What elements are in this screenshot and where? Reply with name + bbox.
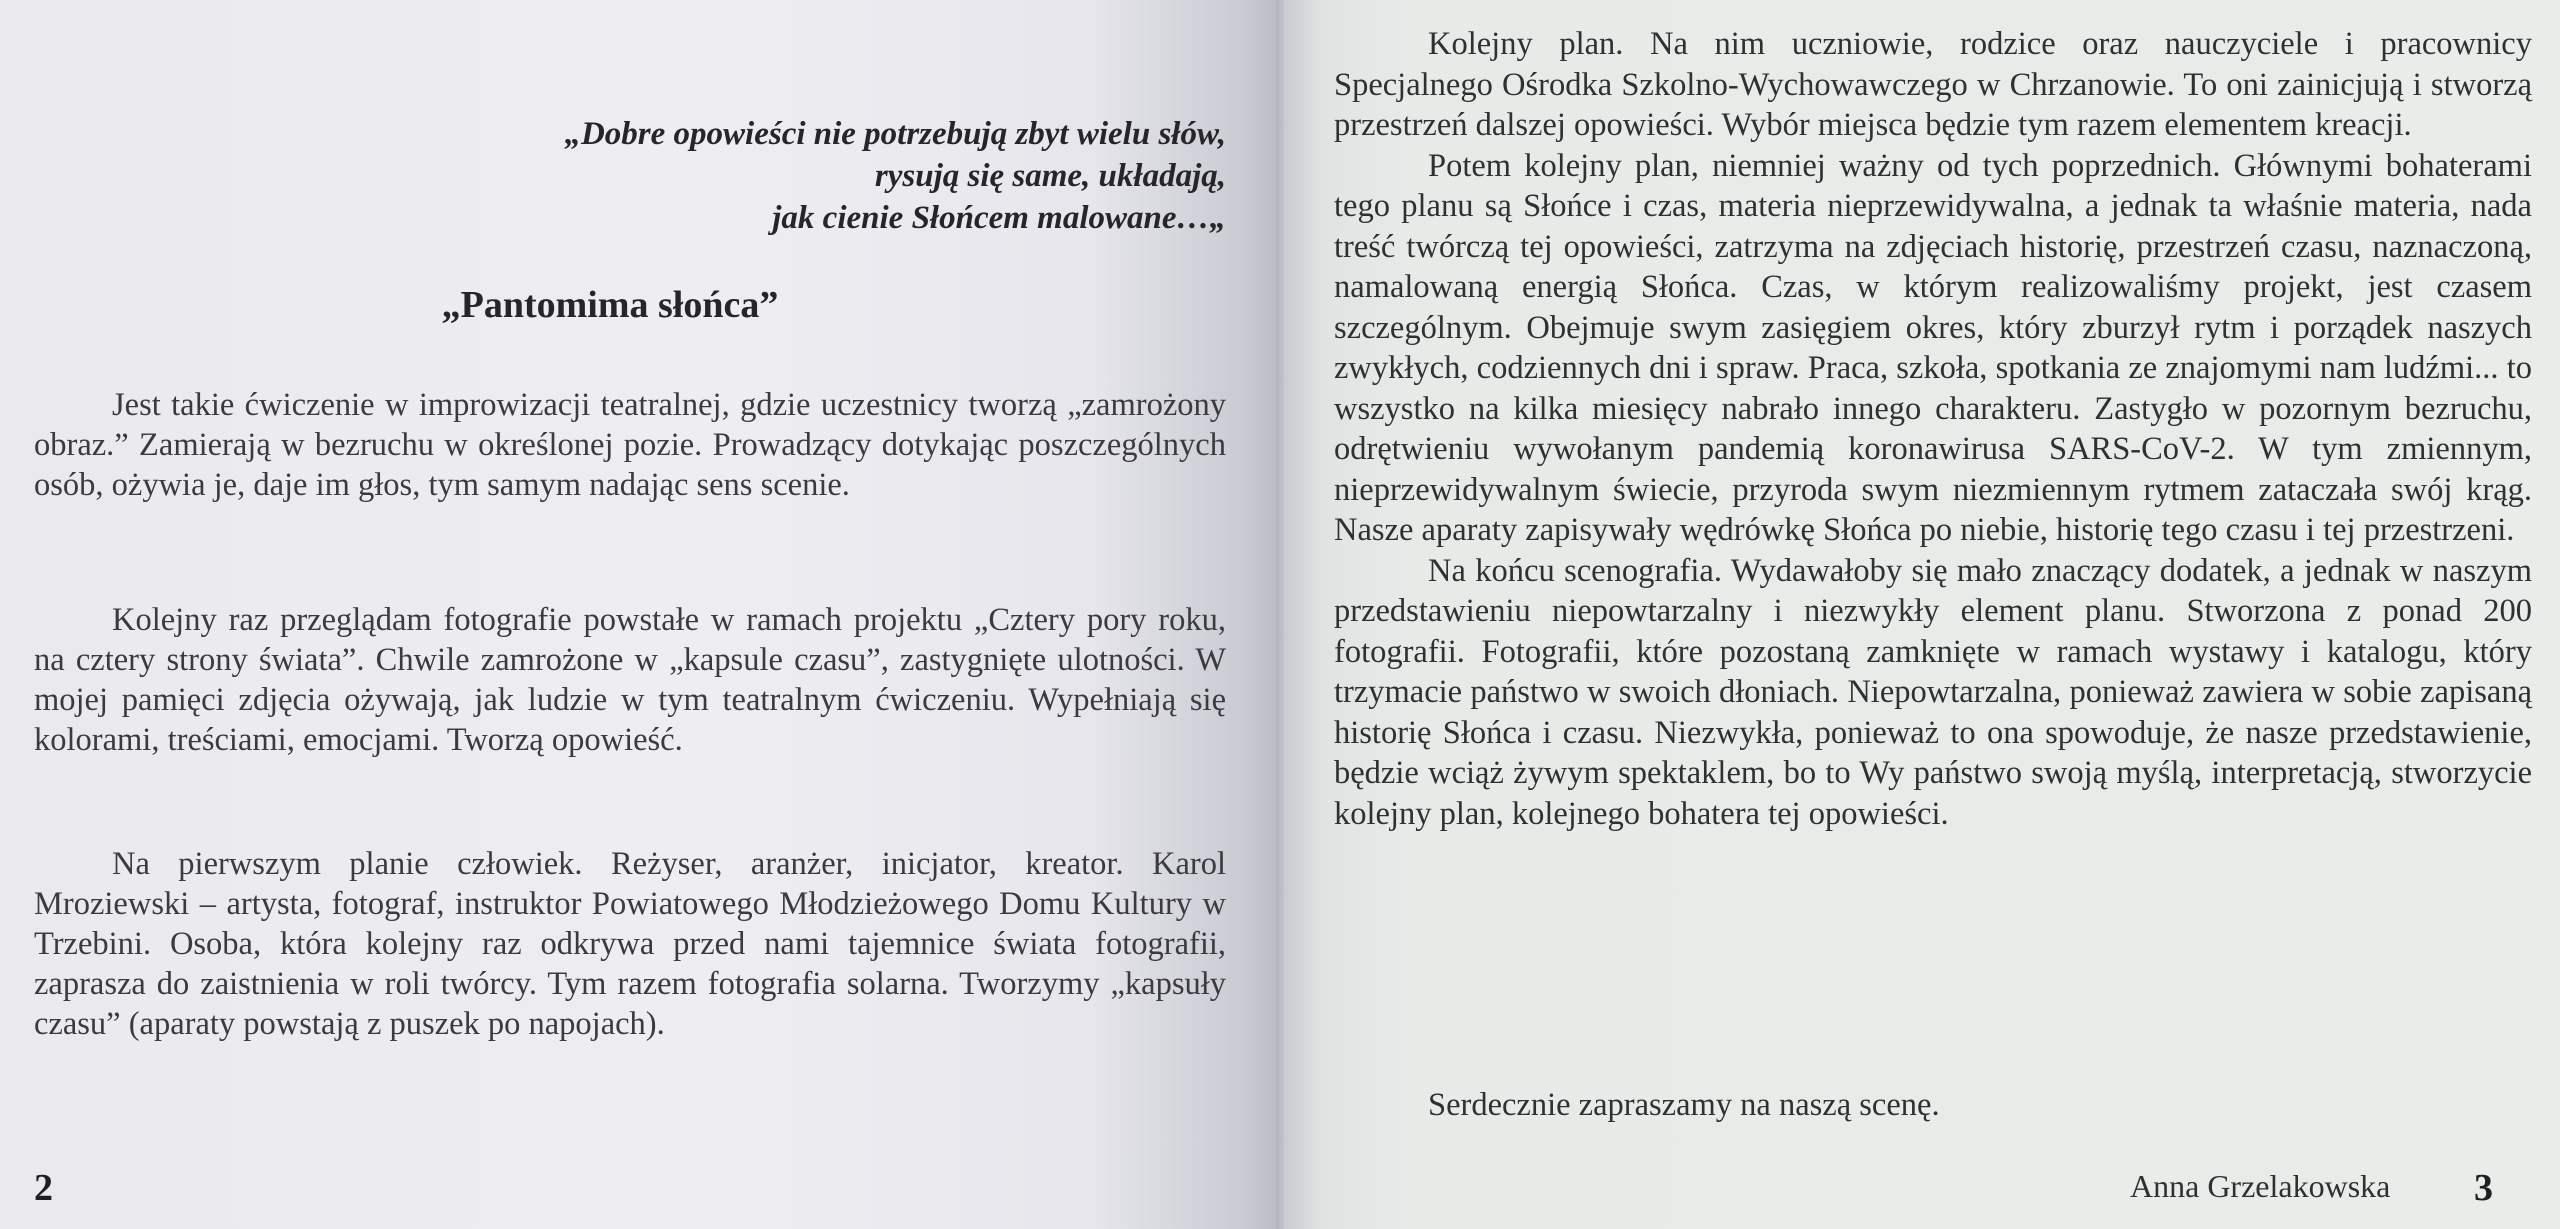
- paragraph: Na pierwszym planie człowiek. Reżyser, aranżer, inicjator, kreator. Karol Mroziewski – artysta, fotograf, instruktor Powiatowego Młodzieżowego Domu Kultury w Trzebini. Osoba, która kolejny raz odkrywa przed nami tajemnice świata fotografii, zaprasza do zaistnienia w roli twórcy. Tym razem fotografia solarna. Tworzymy „kapsuły czasu” (aparaty powstają z puszek po napojach).: [34, 846, 1226, 1042]
- paragraph: Potem kolejny plan, niemniej ważny od tych poprzednich. Głównymi bohaterami tego planu są Słońce i czas, materia nieprzewidywalna, a jednak ta właśnie materia, nada treść twórczą tej opowieści, zatrzyma na zdjęciach historię, przestrzeń czasu, naznaczoną, namalowaną energią Słońca. Czas, w którym realizowaliśmy projekt, jest czasem szczególnym. Obejmuje swym zasięgiem okres, który zburzył rytm i porządek naszych zwykłych, codziennych dni i spraw. Praca, szkoła, spotkania ze znajomymi nam ludźmi... to wszystko na kilka miesięcy nabrało innego charakteru. Zastygło w pozornym bezruchu, odrętwieniu wywołanym pandemią koronawirusa SARS-CoV-2. W tym zmiennym, nieprzewidywalnym świecie, przyroda swym niezmiennym rytmem zataczała swój krąg. Nasze aparaty zapisywały wędrówkę Słońca po niebie, historię tego czasu i tej przestrzeni.: [1334, 147, 2532, 548]
- paragraph: Jest takie ćwiczenie w improwizacji teatralnej, gdzie uczestnicy tworzą „zamrożony obraz.” Zamierają w bezruchu w określonej pozie. Prowadzący dotykając poszczególnych osób, ożywia je, daje im głos, tym samym nadając sens scenie.: [34, 387, 1226, 503]
- motto-quote: [300, 113, 1226, 239]
- closing-line: Serdecznie zapraszamy na naszą scenę.: [1428, 1087, 1940, 1123]
- paragraph: Kolejny plan. Na nim uczniowie, rodzice oraz nauczyciele i pracownicy Specjalnego Ośrodka Szkolno-Wychowawczego w Chrzanowie. To oni zainicjują i stworzą przestrzeń dalszej opowieści. Wybór miejsca będzie tym razem elementem kreacji.: [1334, 26, 2532, 143]
- left-paragraph-block: [34, 385, 1226, 505]
- right-text-column: [1334, 24, 2532, 834]
- motto-line: rysują się same, układają,: [874, 158, 1226, 194]
- page-number-left: 2: [34, 1167, 53, 1209]
- left-paragraph-block: [34, 600, 1226, 760]
- author-signature: Anna Grzelakowska: [2130, 1168, 2391, 1204]
- paragraph: Na końcu scenografia. Wydawałoby się mało znaczący dodatek, a jednak w naszym przedstawieniu niepowtarzalny i niezwykły element planu. Stworzona z ponad 200 fotografii. Fotografii, które pozostaną zamknięte w ramach wystawy i katalogu, który trzymacie państwo w swoich dłoniach. Niepowtarzalna, ponieważ zawiera w sobie zapisaną historię Słońca i czasu. Niezwykła, ponieważ to ona spowoduje, że nasze przedstawienie, będzie wciąż żywym spektaklem, bo to Wy państwo swoją myślą, interpretacją, stworzycie kolejny plan, kolejnego bohatera tej opowieści.: [1334, 552, 2532, 832]
- page-number-right: 3: [2474, 1167, 2493, 1209]
- motto-line: „Dobre opowieści nie potrzebują zbyt wielu słów,: [564, 116, 1226, 152]
- paragraph: Kolejny raz przeglądam fotografie powstałe w ramach projektu „Cztery pory roku, na cztery strony świata”. Chwile zamrożone w „kapsule czasu”, zastygnięte ulotności. W mojej pamięci zdjęcia ożywają, jak ludzie w tym teatralnym ćwiczeniu. Wypełniają się kolorami, treściami, emocjami. Tworzą opowieść.: [34, 602, 1226, 758]
- page-title: „Pantomima słońca”: [441, 284, 779, 326]
- motto-line: jak cienie Słońcem malowane…„: [772, 200, 1226, 236]
- left-paragraph-block: [34, 844, 1226, 1044]
